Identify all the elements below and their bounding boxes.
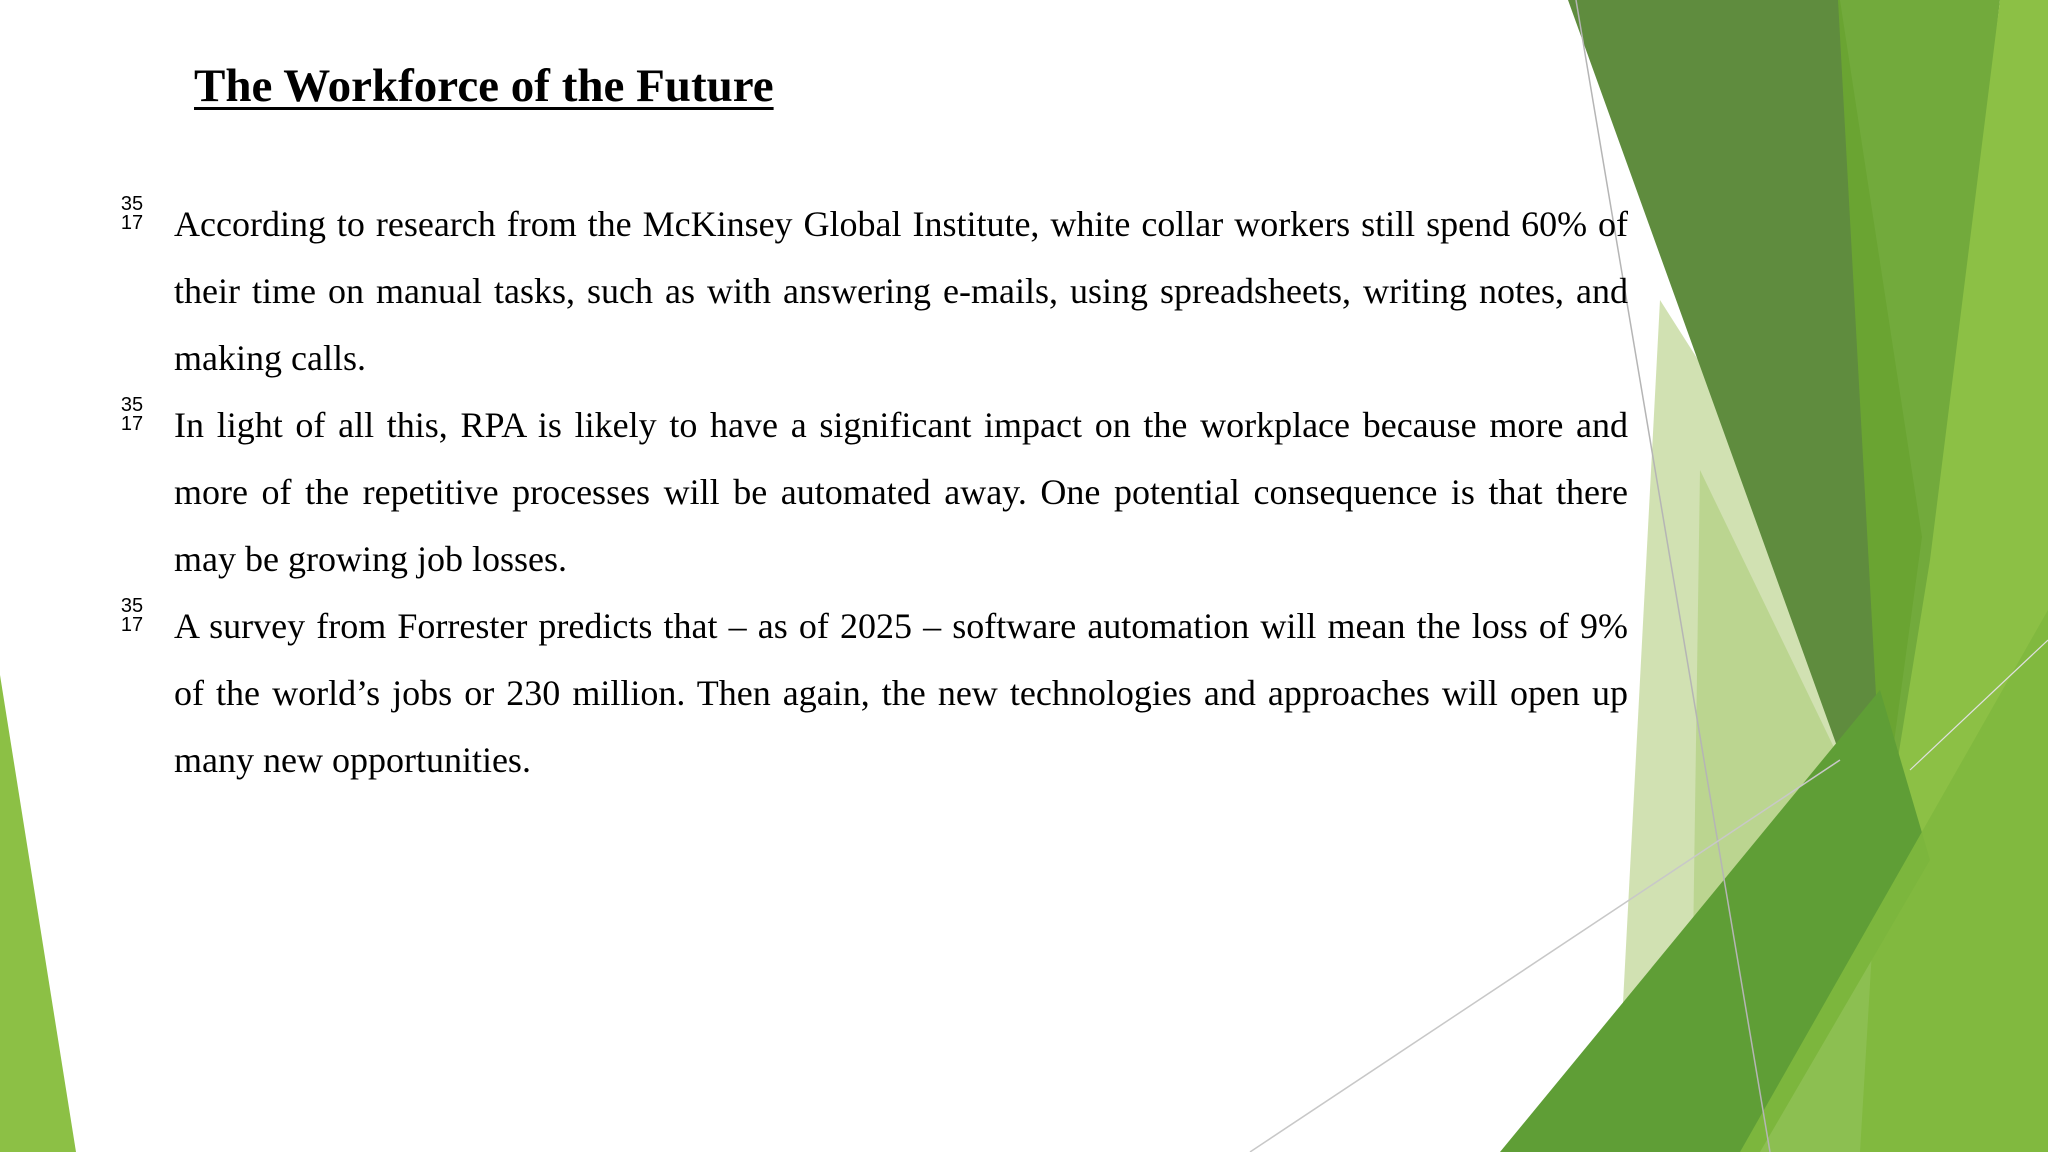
bullet-marker-bottom: 17 [120,413,144,435]
bullet-item [120,593,1628,794]
bullet-marker [117,597,147,635]
bullet-item [120,191,1628,392]
bullet-marker-top: 35 [120,193,144,215]
bullet-text: In light of all this, RPA is likely to have a significant impact on the workplace because more and more of the repetitive processes will be automated away. One potential consequence is that there may be growing job losses. [174,405,1628,579]
slide-title: The Workforce of the Future [194,60,774,112]
bullet-text: According to research from the McKinsey Global Institute, white collar workers still spend 60% of their time on manual tasks, such as with answering e-mails, using spreadsheets, writing notes, and making calls. [174,204,1628,378]
bullet-list [120,191,1628,794]
bullet-marker-top: 35 [120,595,144,617]
bullet-marker-bottom: 17 [120,614,144,636]
bullet-item [120,392,1628,593]
bullet-marker [117,396,147,434]
bullet-marker-top: 35 [120,394,144,416]
bullet-marker [117,195,147,233]
bullet-text: A survey from Forrester predicts that – as of 2025 – software automation will mean the loss of 9% of the world’s jobs or 230 million. Then again, the new technologies and approaches will open up many new opportunities. [174,606,1628,780]
left-green-sliver [0,675,76,1152]
bullet-marker-bottom: 17 [120,212,144,234]
